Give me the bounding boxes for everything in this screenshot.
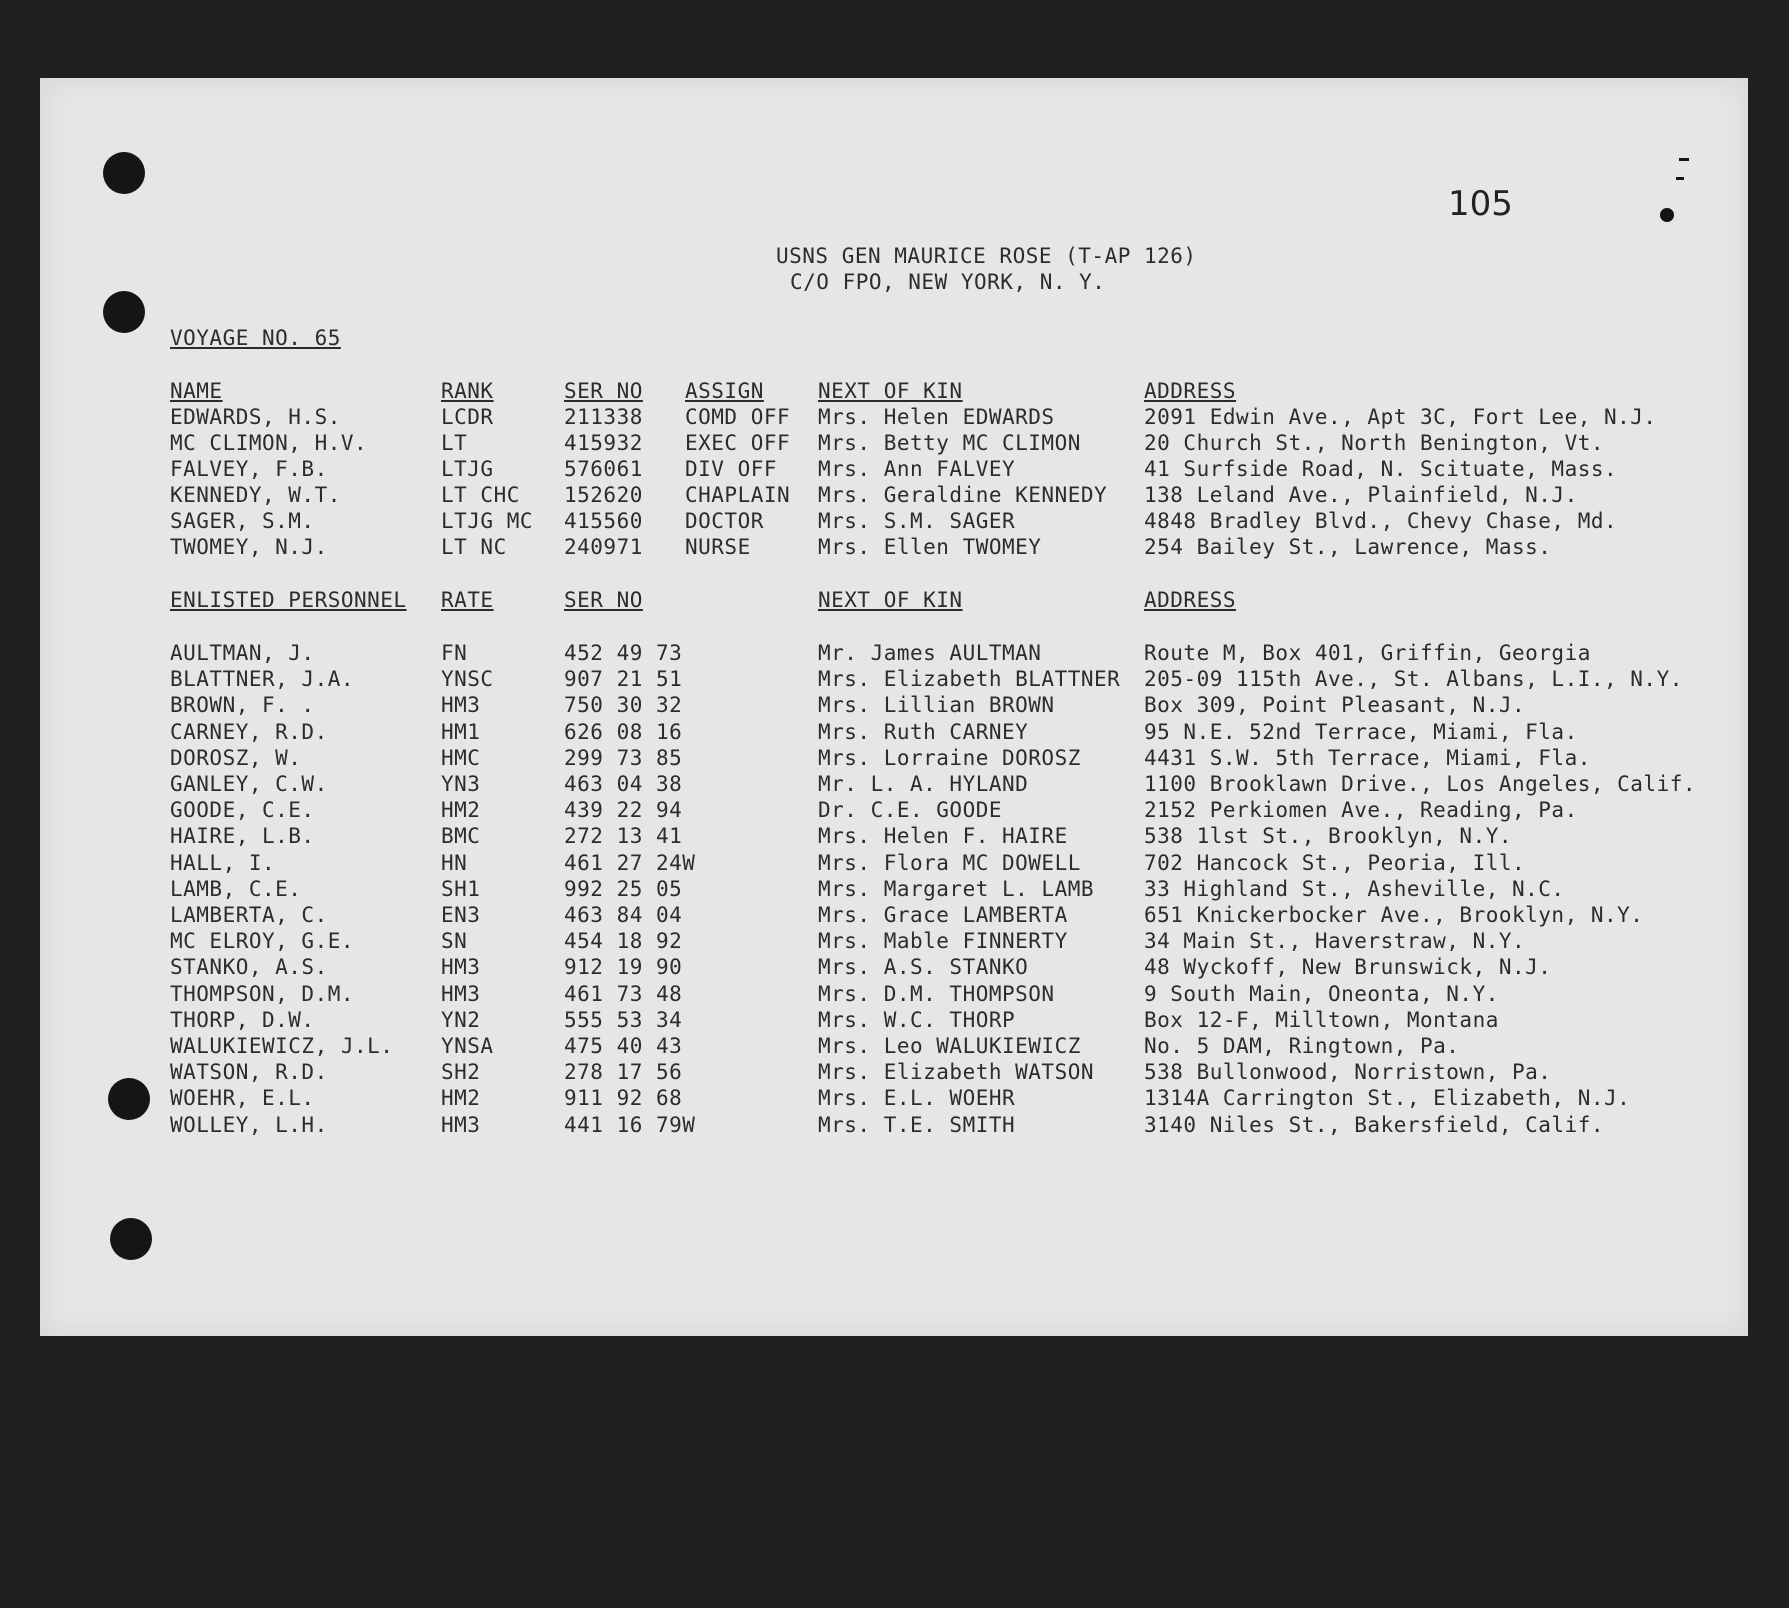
enlisted-row — [0, 902, 1789, 928]
enlisted-name: LAMBERTA, C. — [170, 903, 328, 927]
enlisted-ser-no: 992 25 05 — [564, 876, 683, 901]
officer-rank: LT NC — [441, 535, 507, 559]
enlisted-ser-no: 461 73 48 — [564, 981, 683, 1006]
enlisted-ser-no: 272 13 41 — [564, 824, 683, 849]
enlisted-ser-no: 463 84 04 — [564, 903, 683, 927]
enlisted-kin: Mrs. Mable FINNERTY — [818, 929, 1068, 954]
ink-mark — [1676, 177, 1684, 180]
officer-name: FALVEY, F.B. — [170, 457, 328, 481]
enlisted-row — [0, 666, 1789, 692]
officer-ser-no: 576061 — [564, 457, 643, 481]
col-header-ser-no: SER NO — [564, 379, 643, 403]
enlisted-address: Box 309, Point Pleasant, N.J. — [1144, 693, 1526, 718]
col-header-name: NAME — [170, 379, 223, 403]
officer-rank: LT CHC — [441, 483, 520, 507]
enlisted-address: 538 1lst St., Brooklyn, N.Y. — [1144, 824, 1513, 849]
ship-title: USNS GEN MAURICE ROSE (T-AP 126) — [776, 244, 1197, 268]
officer-address: 41 Surfside Road, N. Scituate, Mass. — [1144, 457, 1618, 481]
enlisted-address: 48 Wyckoff, New Brunswick, N.J. — [1144, 955, 1552, 980]
enlisted-name: AULTMAN, J. — [170, 641, 315, 665]
enlisted-name: DOROSZ, W. — [170, 745, 302, 770]
enlisted-address: 95 N.E. 52nd Terrace, Miami, Fla. — [1144, 719, 1578, 744]
enlisted-address: 9 South Main, Oneonta, N.Y. — [1144, 981, 1499, 1006]
enlisted-name: WOEHR, E.L. — [170, 1086, 315, 1111]
officer-kin: Mrs. Helen EDWARDS — [818, 405, 1055, 429]
enlisted-address: 205-09 115th Ave., St. Albans, L.I., N.Y. — [1144, 667, 1683, 692]
enlisted-address: 2152 Perkiomen Ave., Reading, Pa. — [1144, 798, 1578, 823]
enlisted-kin: Mrs. Elizabeth BLATTNER — [818, 667, 1121, 692]
enlisted-ser-no: 452 49 73 — [564, 641, 683, 665]
enlisted-rate: YN2 — [441, 1007, 481, 1032]
officer-ser-no: 415932 — [564, 431, 643, 455]
enlisted-row — [0, 1112, 1789, 1138]
officer-name: EDWARDS, H.S. — [170, 405, 341, 429]
officers-table — [0, 378, 1789, 558]
enlisted-kin: Mrs. Margaret L. LAMB — [818, 876, 1095, 901]
enlisted-address: No. 5 DAM, Ringtown, Pa. — [1144, 1034, 1460, 1058]
col-header-enlisted: ENLISTED PERSONNEL — [170, 588, 407, 612]
officer-assign: EXEC OFF — [685, 431, 791, 455]
enlisted-kin: Mrs. W.C. THORP — [818, 1007, 1016, 1032]
enlisted-kin: Mrs. T.E. SMITH — [818, 1112, 1016, 1137]
enlisted-ser-no: 555 53 34 — [564, 1007, 683, 1032]
officers-header-row — [0, 378, 1789, 404]
officer-name: TWOMEY, N.J. — [170, 535, 328, 559]
enlisted-address: 1314A Carrington St., Elizabeth, N.J. — [1144, 1086, 1631, 1111]
enlisted-row — [0, 1059, 1789, 1085]
enlisted-kin: Mrs. Ruth CARNEY — [818, 719, 1029, 744]
officer-row — [0, 534, 1789, 560]
enlisted-rate: HM3 — [441, 1112, 481, 1137]
enlisted-row — [0, 1007, 1789, 1033]
enlisted-rate: EN3 — [441, 903, 481, 927]
enlisted-name: MC ELROY, G.E. — [170, 929, 355, 954]
officer-rank: LCDR — [441, 405, 494, 429]
officer-row — [0, 508, 1789, 534]
enlisted-name: LAMB, C.E. — [170, 876, 302, 901]
enlisted-address: 1100 Brooklawn Drive., Los Angeles, Calif. — [1144, 772, 1697, 796]
enlisted-row — [0, 640, 1789, 666]
enlisted-row — [0, 1033, 1789, 1059]
enlisted-rate: YNSA — [441, 1034, 494, 1058]
enlisted-ser-no: 461 27 24W — [564, 850, 696, 875]
enlisted-kin: Mrs. Grace LAMBERTA — [818, 903, 1068, 927]
enlisted-row — [0, 928, 1789, 954]
officer-address: 20 Church St., North Benington, Vt. — [1144, 431, 1605, 455]
enlisted-kin: Mrs. A.S. STANKO — [818, 955, 1029, 980]
officer-row — [0, 456, 1789, 482]
officer-row — [0, 430, 1789, 456]
officer-row — [0, 482, 1789, 508]
enlisted-name: WOLLEY, L.H. — [170, 1112, 328, 1137]
enlisted-rate: HM2 — [441, 1086, 481, 1111]
officer-kin: Mrs. Ann FALVEY — [818, 457, 1016, 481]
officer-assign: NURSE — [685, 535, 751, 559]
enlisted-ser-no: 750 30 32 — [564, 693, 683, 718]
officer-kin: Mrs. Betty MC CLIMON — [818, 431, 1081, 455]
col-header-rank: RANK — [441, 379, 494, 403]
enlisted-row — [0, 797, 1789, 823]
col-header-next-of-kin: NEXT OF KIN — [818, 588, 963, 612]
enlisted-address: 538 Bullonwood, Norristown, Pa. — [1144, 1060, 1552, 1085]
enlisted-ser-no: 463 04 38 — [564, 772, 683, 796]
enlisted-name: THORP, D.W. — [170, 1007, 315, 1032]
enlisted-name: BROWN, F. . — [170, 693, 315, 718]
officer-kin: Mrs. Geraldine KENNEDY — [818, 483, 1108, 507]
enlisted-name: HAIRE, L.B. — [170, 824, 315, 849]
enlisted-row — [0, 771, 1789, 797]
enlisted-address: 3140 Niles St., Bakersfield, Calif. — [1144, 1112, 1605, 1137]
enlisted-row — [0, 745, 1789, 771]
enlisted-kin: Mr. James AULTMAN — [818, 641, 1042, 665]
officer-name: SAGER, S.M. — [170, 509, 315, 533]
enlisted-row — [0, 954, 1789, 980]
enlisted-row — [0, 981, 1789, 1007]
enlisted-rate: SH2 — [441, 1060, 481, 1085]
col-header-ser-no: SER NO — [564, 588, 643, 612]
enlisted-kin: Mrs. Leo WALUKIEWICZ — [818, 1034, 1081, 1058]
enlisted-rate: HN — [441, 850, 468, 875]
enlisted-ser-no: 441 16 79W — [564, 1112, 696, 1137]
enlisted-row — [0, 823, 1789, 849]
enlisted-rate: SH1 — [441, 876, 481, 901]
enlisted-address: 651 Knickerbocker Ave., Brooklyn, N.Y. — [1144, 903, 1644, 927]
enlisted-rate: HMC — [441, 745, 481, 770]
enlisted-rate: YNSC — [441, 667, 494, 692]
enlisted-name: WALUKIEWICZ, J.L. — [170, 1034, 394, 1058]
enlisted-name: GANLEY, C.W. — [170, 772, 328, 796]
enlisted-address: 702 Hancock St., Peoria, Ill. — [1144, 850, 1526, 875]
enlisted-name: CARNEY, R.D. — [170, 719, 328, 744]
enlisted-name: WATSON, R.D. — [170, 1060, 328, 1085]
officer-rank: LTJG — [441, 457, 494, 481]
officer-name: KENNEDY, W.T. — [170, 483, 341, 507]
ink-mark — [1660, 208, 1674, 222]
enlisted-kin: Mrs. Lorraine DOROSZ — [818, 745, 1081, 770]
col-header-address: ADDRESS — [1144, 588, 1237, 612]
enlisted-row — [0, 719, 1789, 745]
col-header-assign: ASSIGN — [685, 379, 764, 403]
enlisted-name: GOODE, C.E. — [170, 798, 315, 823]
enlisted-rate: HM3 — [441, 955, 481, 980]
enlisted-rate: YN3 — [441, 772, 481, 796]
enlisted-name: BLATTNER, J.A. — [170, 667, 355, 692]
enlisted-ser-no: 912 19 90 — [564, 955, 683, 980]
enlisted-rate: BMC — [441, 824, 481, 849]
enlisted-address: 34 Main St., Haverstraw, N.Y. — [1144, 929, 1526, 954]
enlisted-header-row — [0, 587, 1789, 613]
enlisted-ser-no: 278 17 56 — [564, 1060, 683, 1085]
officer-row — [0, 404, 1789, 430]
enlisted-row — [0, 692, 1789, 718]
officer-assign: DIV OFF — [685, 457, 778, 481]
enlisted-ser-no: 907 21 51 — [564, 667, 683, 692]
officer-ser-no: 152620 — [564, 483, 643, 507]
enlisted-kin: Mrs. D.M. THOMPSON — [818, 981, 1055, 1006]
enlisted-kin: Mrs. Elizabeth WATSON — [818, 1060, 1095, 1085]
enlisted-ser-no: 911 92 68 — [564, 1086, 683, 1111]
officer-address: 138 Leland Ave., Plainfield, N.J. — [1144, 483, 1578, 507]
officer-rank: LT — [441, 431, 468, 455]
punch-hole — [103, 152, 145, 194]
officer-ser-no: 211338 — [564, 405, 643, 429]
enlisted-kin: Dr. C.E. GOODE — [818, 798, 1003, 823]
enlisted-rate: HM1 — [441, 719, 481, 744]
enlisted-ser-no: 299 73 85 — [564, 745, 683, 770]
enlisted-address: 33 Highland St., Asheville, N.C. — [1144, 876, 1565, 901]
officer-rank: LTJG MC — [441, 509, 534, 533]
enlisted-rate: HM2 — [441, 798, 481, 823]
enlisted-row — [0, 1085, 1789, 1111]
col-header-next-of-kin: NEXT OF KIN — [818, 379, 963, 403]
enlisted-row — [0, 876, 1789, 902]
officer-address: 2091 Edwin Ave., Apt 3C, Fort Lee, N.J. — [1144, 405, 1657, 429]
officer-ser-no: 415560 — [564, 509, 643, 533]
ship-address: C/O FPO, NEW YORK, N. Y. — [790, 270, 1106, 294]
voyage-number: VOYAGE NO. 65 — [170, 326, 341, 350]
enlisted-ser-no: 454 18 92 — [564, 929, 683, 954]
officer-assign: CHAPLAIN — [685, 483, 791, 507]
enlisted-kin: Mrs. Helen F. HAIRE — [818, 824, 1068, 849]
enlisted-ser-no: 439 22 94 — [564, 798, 683, 823]
col-header-rate: RATE — [441, 588, 494, 612]
officer-name: MC CLIMON, H.V. — [170, 431, 368, 455]
enlisted-ser-no: 626 08 16 — [564, 719, 683, 744]
col-header-address: ADDRESS — [1144, 379, 1237, 403]
enlisted-kin: Mr. L. A. HYLAND — [818, 772, 1029, 796]
officer-address: 4848 Bradley Blvd., Chevy Chase, Md. — [1144, 509, 1618, 533]
officer-kin: Mrs. Ellen TWOMEY — [818, 535, 1042, 559]
punch-hole — [103, 291, 145, 333]
enlisted-name: HALL, I. — [170, 850, 276, 875]
enlisted-address: Box 12-F, Milltown, Montana — [1144, 1007, 1499, 1032]
officer-kin: Mrs. S.M. SAGER — [818, 509, 1016, 533]
enlisted-row — [0, 850, 1789, 876]
enlisted-ser-no: 475 40 43 — [564, 1034, 683, 1058]
enlisted-name: STANKO, A.S. — [170, 955, 328, 980]
enlisted-kin: Mrs. Lillian BROWN — [818, 693, 1055, 718]
officer-assign: DOCTOR — [685, 509, 764, 533]
enlisted-address: Route M, Box 401, Griffin, Georgia — [1144, 641, 1591, 665]
officer-assign: COMD OFF — [685, 405, 791, 429]
enlisted-rate: SN — [441, 929, 468, 954]
enlisted-rate: HM3 — [441, 981, 481, 1006]
enlisted-kin: Mrs. E.L. WOEHR — [818, 1086, 1016, 1111]
enlisted-name: THOMPSON, D.M. — [170, 981, 355, 1006]
enlisted-kin: Mrs. Flora MC DOWELL — [818, 850, 1081, 875]
enlisted-rate: FN — [441, 641, 468, 665]
enlisted-rows — [0, 640, 1789, 1160]
officer-address: 254 Bailey St., Lawrence, Mass. — [1144, 535, 1552, 559]
enlisted-address: 4431 S.W. 5th Terrace, Miami, Fla. — [1144, 745, 1591, 770]
enlisted-rate: HM3 — [441, 693, 481, 718]
page-number: 105 — [1448, 184, 1513, 224]
ink-mark — [1679, 158, 1689, 161]
officer-ser-no: 240971 — [564, 535, 643, 559]
punch-hole — [110, 1218, 152, 1260]
